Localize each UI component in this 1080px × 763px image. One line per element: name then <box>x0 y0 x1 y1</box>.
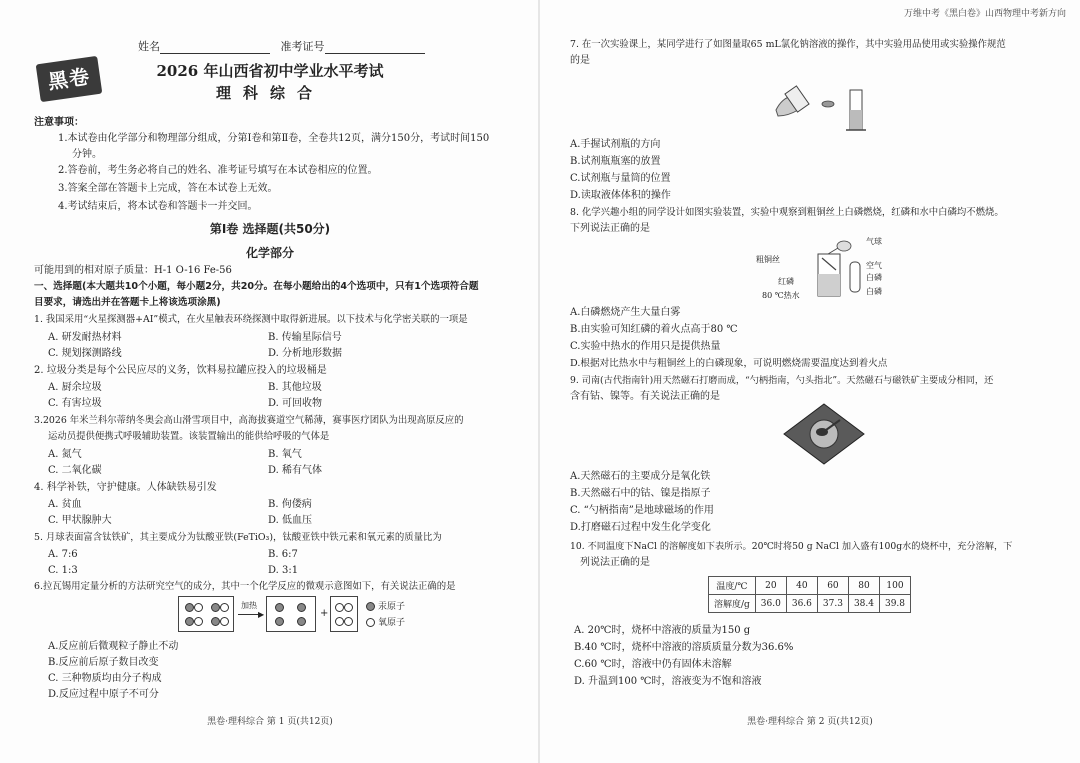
q4-option-a: A. 贫血 <box>48 499 82 510</box>
sinan-compass-figure <box>782 402 866 466</box>
q10-stem-2: 列说法正确的是 <box>580 557 650 568</box>
q9-option-c: C. “勺柄指南”是地球磁场的作用 <box>570 505 714 516</box>
table-header-solubility: 溶解度/g <box>709 595 756 613</box>
q5-option-c: C. 1:3 <box>48 565 78 576</box>
q3-stem-2: 运动员提供便携式呼吸辅助装置。该装置输出的能供给呼吸的气体是 <box>48 431 330 442</box>
ticket-blank <box>325 42 425 54</box>
table-row-solubility <box>709 595 911 613</box>
q8-option-b: B.由实验可知红磷的着火点高于80 ℃ <box>570 324 738 335</box>
label-copper-wire: 粗铜丝 <box>756 255 780 264</box>
right-page <box>540 0 1080 763</box>
oxygen-atom <box>220 617 229 626</box>
test-tube-icon <box>850 262 860 292</box>
temp-cell: 80 <box>848 577 879 595</box>
q10-option-a: A. 20℃时，烧杯中溶液的质量为150 g <box>574 625 751 636</box>
q4-stem: 4. 科学补铁，守护健康。人体缺铁易引发 <box>34 482 217 493</box>
solubility-cell: 38.4 <box>848 595 879 613</box>
q8-stem-2: 下列说法正确的是 <box>570 223 650 234</box>
label-hot-water: 80 ℃热水 <box>762 291 800 300</box>
q2-option-c: C. 有害垃圾 <box>48 398 102 409</box>
oxygen-atom <box>194 603 203 612</box>
footer-right: 黑卷·理科综合 第 2 页(共12页) <box>747 717 873 727</box>
mercury-atom <box>185 617 194 626</box>
q1-option-a: A. 研发耐热材料 <box>48 332 122 343</box>
q1-option-c: C. 规划探测路线 <box>48 348 122 359</box>
solubility-cell: 36.6 <box>786 595 817 613</box>
oxygen-atom <box>335 617 344 626</box>
q3-option-c: C. 二氧化碳 <box>48 465 102 476</box>
label-white-phosphorus-water: 白磷 <box>866 287 882 296</box>
chem-title: 化学部分 <box>245 246 294 260</box>
reaction-arrow <box>238 614 260 615</box>
product-box-1 <box>266 596 316 632</box>
arrow-head-icon: ▶ <box>258 610 265 619</box>
notice-1: 1.本试卷由化学部分和物理部分组成，分第Ⅰ卷和第Ⅱ卷，全卷共12页，满分150分，考试时间150 <box>58 133 490 144</box>
mercury-atom <box>275 617 284 626</box>
q10-option-c: C.60 ℃时，溶液中仍有固体未溶解 <box>574 659 732 670</box>
q10-stem-1: 10. 不同温度下NaCl 的溶解度如下表所示。20℃时将50 g NaCl 加入盛有100g水的烧杯中，充分溶解，下 <box>570 541 1013 552</box>
label-air: 空气 <box>866 261 882 270</box>
q2-option-b: B. 其他垃圾 <box>268 382 322 393</box>
notice-1b: 分钟。 <box>72 149 102 160</box>
oxygen-atom <box>335 603 344 612</box>
q6-option-d: D.反应过程中原子不可分 <box>48 689 159 700</box>
temp-cell: 40 <box>786 577 817 595</box>
name-row <box>138 38 425 54</box>
q3-option-a: A. 氮气 <box>48 449 82 460</box>
q6-stem: 6.拉瓦锡用定量分析的方法研究空气的成分，其中一个化学反应的微观示意图如下，有关说法正确的是 <box>34 581 456 592</box>
solubility-table <box>708 576 911 613</box>
notice-3: 3.答案全部在答题卡上完成，答在本试卷上无效。 <box>58 183 278 194</box>
q5-stem: 5. 月球表面富含钛铁矿，其主要成分为钛酸亚铁(FeTiO₃)，钛酸亚铁中铁元素和氧元素的质量比为 <box>34 532 442 543</box>
q4-option-d: D. 低血压 <box>268 515 313 526</box>
q6-option-a: A.反应前后微观粒子静止不动 <box>48 641 179 652</box>
q7-option-d: D.读取液体体积的操作 <box>570 190 671 201</box>
q5-option-a: A. 7:6 <box>48 549 78 560</box>
temp-cell: 20 <box>755 577 786 595</box>
table-header-temp: 温度/℃ <box>709 577 756 595</box>
notice-2: 2.答卷前，考生务必将自己的姓名、准考证号填写在本试卷相应的位置。 <box>58 165 378 176</box>
q8-figure <box>756 236 906 302</box>
q7-stem-2: 的是 <box>570 55 590 66</box>
q9-stem-1: 9. 司南(古代指南针)用天然磁石打磨而成，“勺柄指南，勺头指北”。天然磁石与磁铁矿主要成分相同，还 <box>570 375 994 386</box>
q1-option-b: B. 传输星际信号 <box>268 332 342 343</box>
product-box-2 <box>330 596 358 632</box>
q8-option-d: D.根据对比热水中与粗铜丝上的白磷现象，可说明燃烧需要温度达到着火点 <box>570 358 888 369</box>
temp-cell: 100 <box>879 577 910 595</box>
footer-left: 黑卷·理科综合 第 1 页(共12页) <box>207 717 333 727</box>
q6-option-c: C. 三种物质均由分子构成 <box>48 673 162 684</box>
q6-option-b: B.反应前后原子数目改变 <box>48 657 159 668</box>
exam-title: 2026 年山西省初中学业水平考试 <box>156 62 384 80</box>
section1-line1: 一、选择题(本大题共10个小题，每小题2分，共20分。在每小题给出的4个选项中，只有1个选项符合题 <box>34 281 479 292</box>
q10-option-d: D. 升温到100 ℃时，溶液变为不饱和溶液 <box>574 676 762 687</box>
q4-option-b: B. 佝偻病 <box>268 499 312 510</box>
q8-option-c: C.实验中热水的作用只是提供热量 <box>570 341 721 352</box>
mercury-atom <box>297 617 306 626</box>
q9-option-b: B.天然磁石中的钴、镍是指原子 <box>570 488 711 499</box>
stamp-logo: 黑卷 <box>36 56 103 102</box>
mercury-atom <box>297 603 306 612</box>
plus-sign: + <box>320 608 329 619</box>
stopper-icon <box>822 101 834 107</box>
heat-label: 加热 <box>241 601 257 610</box>
label-red-phosphorus: 红磷 <box>778 277 794 286</box>
oxygen-atom <box>344 603 353 612</box>
q2-option-d: D. 可回收物 <box>268 398 323 409</box>
q7-option-b: B.试剂瓶瓶塞的放置 <box>570 156 661 167</box>
ticket-label: 准考证号 <box>280 40 325 53</box>
solubility-cell: 36.0 <box>755 595 786 613</box>
q2-option-a: A. 厨余垃圾 <box>48 382 102 393</box>
part1-title: 第Ⅰ卷 选择题(共50分) <box>209 222 331 236</box>
label-balloon: 气球 <box>866 237 882 246</box>
q3-stem-1: 3.2026 年米兰科尔蒂纳冬奥会高山滑雪项目中，高海拔赛道空气稀薄，赛事医疗团队为出现高原反应的 <box>34 415 464 426</box>
mercury-atom <box>275 603 284 612</box>
q7-stem-1: 7. 在一次实验课上，某同学进行了如图量取65 mL氯化钠溶液的操作，其中实验用品使用或实验操作规范 <box>570 39 1006 50</box>
legend-oxygen: 氧原子 <box>378 618 406 628</box>
legend-oxygen-icon <box>366 618 375 627</box>
q9-option-d: D.打磨磁石过程中发生化学变化 <box>570 522 711 533</box>
notice-title: 注意事项： <box>34 117 84 128</box>
q1-stem: 1. 我国采用“火星探测器+AI”模式，在火星触表环绕探测中取得新进展。以下技术与化学密关联的一项是 <box>34 314 468 325</box>
balloon-icon <box>828 241 851 254</box>
reactant-box <box>178 596 234 632</box>
q3-option-d: D. 稀有气体 <box>268 465 323 476</box>
notice-4: 4.考试结束后，将本试卷和答题卡一并交回。 <box>58 201 258 212</box>
q2-stem: 2. 垃圾分类是每个公民应尽的义务，饮料易拉罐应投入的垃圾桶是 <box>34 365 327 376</box>
oxygen-atom <box>344 617 353 626</box>
atomic-masses: 可能用到的相对原子质量：H-1 O-16 Fe-56 <box>34 265 232 276</box>
name-label: 姓名 <box>138 40 160 53</box>
mercury-atom <box>211 603 220 612</box>
label-white-phosphorus-tube: 白磷 <box>866 273 882 282</box>
q3-option-b: B. 氧气 <box>268 449 302 460</box>
legend-mercury-icon <box>366 602 375 611</box>
q5-option-b: B. 6:7 <box>268 549 298 560</box>
section1-line2: 目要求，请选出并在答题卡上将该选项涂黑) <box>34 297 221 308</box>
solubility-cell: 37.3 <box>817 595 848 613</box>
q6-figure <box>178 596 418 636</box>
q8-option-a: A.白磷燃烧产生大量白雾 <box>570 307 681 318</box>
q10-option-b: B.40 ℃时，烧杯中溶液的溶质质量分数为36.6% <box>574 642 794 653</box>
q4-option-c: C. 甲状腺肿大 <box>48 515 112 526</box>
mercury-atom <box>211 617 220 626</box>
q7-figure <box>768 70 878 136</box>
subject-title: 理科综合 <box>215 84 324 102</box>
q9-stem-2: 含有钴、镍等。有关说法正确的是 <box>570 391 720 402</box>
mercury-atom <box>185 603 194 612</box>
legend-mercury: 汞原子 <box>378 602 406 612</box>
oxygen-atom <box>194 617 203 626</box>
graduated-cylinder-icon <box>846 90 866 130</box>
q7-option-a: A.手握试剂瓶的方向 <box>570 139 661 150</box>
q1-option-d: D. 分析地形数据 <box>268 348 343 359</box>
q9-option-a: A.天然磁石的主要成分是氧化铁 <box>570 471 711 482</box>
q7-option-c: C.试剂瓶与量筒的位置 <box>570 173 671 184</box>
temp-cell: 60 <box>817 577 848 595</box>
solubility-cell: 39.8 <box>879 595 910 613</box>
q5-option-d: D. 3:1 <box>268 565 299 576</box>
q8-stem-1: 8. 化学兴趣小组的同学设计如图实验装置，实验中观察到粗铜丝上白磷燃烧，红磷和水中白磷均不燃烧。 <box>570 207 1004 218</box>
header-note: 万维中考《黑白卷》山西物理中考新方向 <box>903 9 1066 19</box>
table-row-temperature <box>709 577 911 595</box>
beaker-icon <box>818 254 840 296</box>
name-blank <box>160 42 270 54</box>
oxygen-atom <box>220 603 229 612</box>
